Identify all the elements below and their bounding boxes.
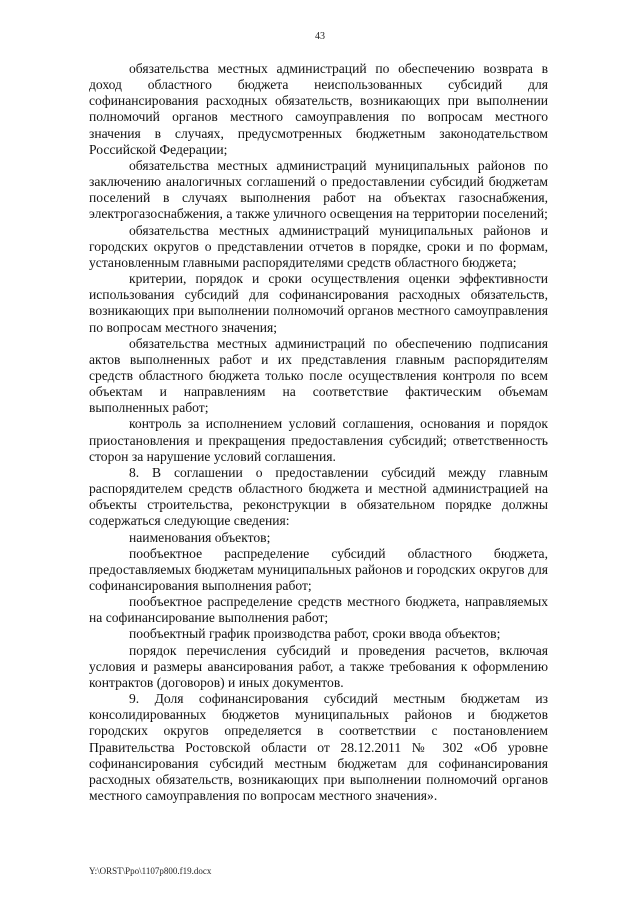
- page-number: 43: [315, 31, 325, 42]
- paragraph-12: порядок перечисления субсидий и проведения расчетов, включая условия и размеры авансирования работ, а также требования к оформлению контрактов (договоров) и иных документов.: [89, 642, 548, 690]
- paragraph-10: пообъектное распределение средств местного бюджета, направляемых на софинансирование выполнения работ;: [89, 594, 548, 626]
- paragraph-13: 9. Доля софинансирования субсидий местным бюджетам из консолидированных бюджетов муниципальных районов и бюджетов городских округов определяется в соответствии с постановлением Правительства Ростовской области от 28.12.2011 № 302 «Об уровне софинансирования субсидий местным бюджетам для софинансирования расходных обязательств, возникающих при выполнении полномочий органов местного самоуправления по вопросам местного значения».: [89, 691, 548, 804]
- paragraph-4: критерии, порядок и сроки осуществления оценки эффективности использования субсидий для софинансирования расходных обязательств, возникающих при выполнении полномочий органов местного самоуправления по вопросам местного значения;: [89, 271, 548, 335]
- paragraph-5: обязательства местных администраций по обеспечению подписания актов выполненных работ и их представления главным распорядителям средств областного бюджета только после осуществления контроля по всем объектам и направлениям на соответствие фактическим объемам выполненных работ;: [89, 335, 548, 416]
- paragraph-11: пообъектный график производства работ, сроки ввода объектов;: [129, 626, 501, 642]
- paragraph-8: наименования объектов;: [129, 529, 271, 545]
- document-body: [89, 61, 548, 804]
- paragraph-9: пообъектное распределение субсидий областного бюджета, предоставляемых бюджетам муниципальных районов и городских округов для софинансирования выполнения работ;: [89, 545, 548, 593]
- paragraph-2: обязательства местных администраций муниципальных районов по заключению аналогичных соглашений о предоставлении субсидий бюджетам поселений в случаях выполнения работ на объектах газоснабжения, электрогазоснабжения, а также уличного освещения на территории поселений;: [89, 157, 548, 222]
- paragraph-1: обязательства местных администраций по обеспечению возврата в доход областного бюджета неиспользованных субсидий для софинансирования расходных обязательств, возникающих при выполнении полномочий органов местного самоуправления по вопросам местного значения в случаях, предусмотренных бюджетным законодательством Российской Федерации;: [89, 61, 548, 157]
- paragraph-7: 8. В соглашении о предоставлении субсидий между главным распорядителем средств областного бюджета и местной администрацией на объекты строительства, реконструкции в обязательном порядке должны содержаться следующие сведения:: [89, 464, 548, 529]
- paragraph-3: обязательства местных администраций муниципальных районов и городских округов о представлении отчетов в порядке, сроки и по формам, установленным главными распорядителями средств областного бюджета;: [89, 222, 548, 270]
- paragraph-6: контроль за исполнением условий соглашения, основания и порядок приостановления и прекращения предоставления субсидий; ответственность сторон за нарушение условий соглашения.: [89, 416, 548, 464]
- footer-file-path: Y:\ORST\Ppo\1107p800.f19.docx: [89, 866, 212, 876]
